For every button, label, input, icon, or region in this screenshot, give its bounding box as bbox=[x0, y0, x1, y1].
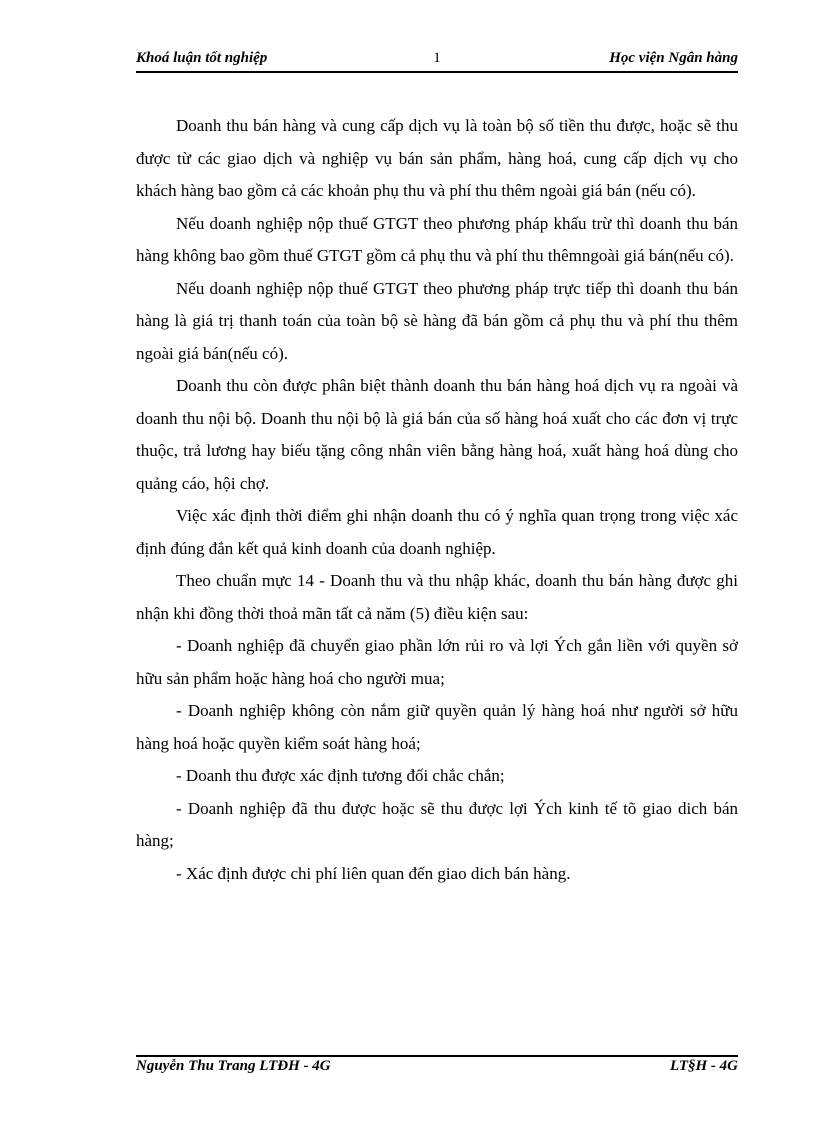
header-page-number: 1 bbox=[433, 50, 441, 66]
condition-costs-determined: - Xác định được chi phí liên quan đến giao dich bán hàng. bbox=[176, 863, 571, 883]
document-body bbox=[136, 110, 738, 890]
footer-author: Nguyễn Thu Trang LTĐH - 4G bbox=[136, 1058, 331, 1074]
condition-no-control: - Doanh nghiệp không còn nắm giữ quyền quản lý hàng hoá như người sở hữu hàng hoá hoặc quyền kiểm soát hàng hoá; bbox=[136, 701, 738, 753]
header-divider bbox=[136, 71, 738, 73]
paragraph-deduction-method: Nếu doanh nghiệp nộp thuế GTGT theo phương pháp khấu trừ thì doanh thu bán hàng không bao gồm thuế GTGT gồm cả phụ thu và phí thu thêmngoài giá bán(nếu có). bbox=[136, 213, 738, 265]
footer-class-code: LT§H - 4G bbox=[669, 1058, 738, 1074]
header-institution: Học viện Ngân hàng bbox=[609, 50, 738, 66]
condition-risk-transfer: - Doanh nghiệp đã chuyển giao phần lớn rủi ro và lợi Ých gắn liền với quyền sở hữu sản phẩm hoặc hàng hoá cho người mua; bbox=[136, 636, 738, 688]
header-thesis-title: Khoá luận tốt nghiệp bbox=[136, 50, 268, 66]
paragraph-direct-method: Nếu doanh nghiệp nộp thuế GTGT theo phương pháp trực tiếp thì doanh thu bán hàng là giá trị thanh toán của toàn bộ sè hàng đã bán gồm cả phụ thu và phí thu thêm ngoài giá bán(nếu có). bbox=[136, 278, 738, 363]
condition-revenue-measured: - Doanh thu được xác định tương đối chắc chắn; bbox=[176, 766, 505, 785]
paragraph-revenue-definition: Doanh thu bán hàng và cung cấp dịch vụ là toàn bộ số tiền thu được, hoặc sẽ thu được từ các giao dịch và nghiệp vụ bán sản phẩm, hàng hoá, cung cấp dịch vụ cho khách hàng bao gồm cả các khoản phụ thu và phí thu thêm ngoài giá bán (nếu có). bbox=[136, 116, 738, 200]
paragraph-standard-14: Theo chuẩn mực 14 - Doanh thu và thu nhập khác, doanh thu bán hàng được ghi nhận khi đồng thời thoả mãn tất cả năm (5) điều kiện sau: bbox=[136, 571, 738, 623]
page-header bbox=[136, 50, 738, 70]
condition-economic-benefit: - Doanh nghiệp đã thu được hoặc sẽ thu được lợi Ých kinh tế tõ giao dich bán hàng; bbox=[136, 798, 738, 850]
footer-divider bbox=[136, 1055, 738, 1057]
paragraph-internal-revenue: Doanh thu còn được phân biệt thành doanh thu bán hàng hoá dịch vụ ra ngoài và doanh thu nội bộ. Doanh thu nội bộ là giá bán của số hàng hoá xuất cho các đơn vị trực thuộc, trả lương hay biếu tặng công nhân viên bằng hàng hoá, xuất hàng hoá dùng cho quảng cáo, hội chợ. bbox=[136, 376, 738, 493]
paragraph-recognition-timing: Việc xác định thời điểm ghi nhận doanh thu có ý nghĩa quan trọng trong việc xác định đúng đắn kết quả kinh doanh của doanh nghiệp. bbox=[136, 506, 738, 558]
